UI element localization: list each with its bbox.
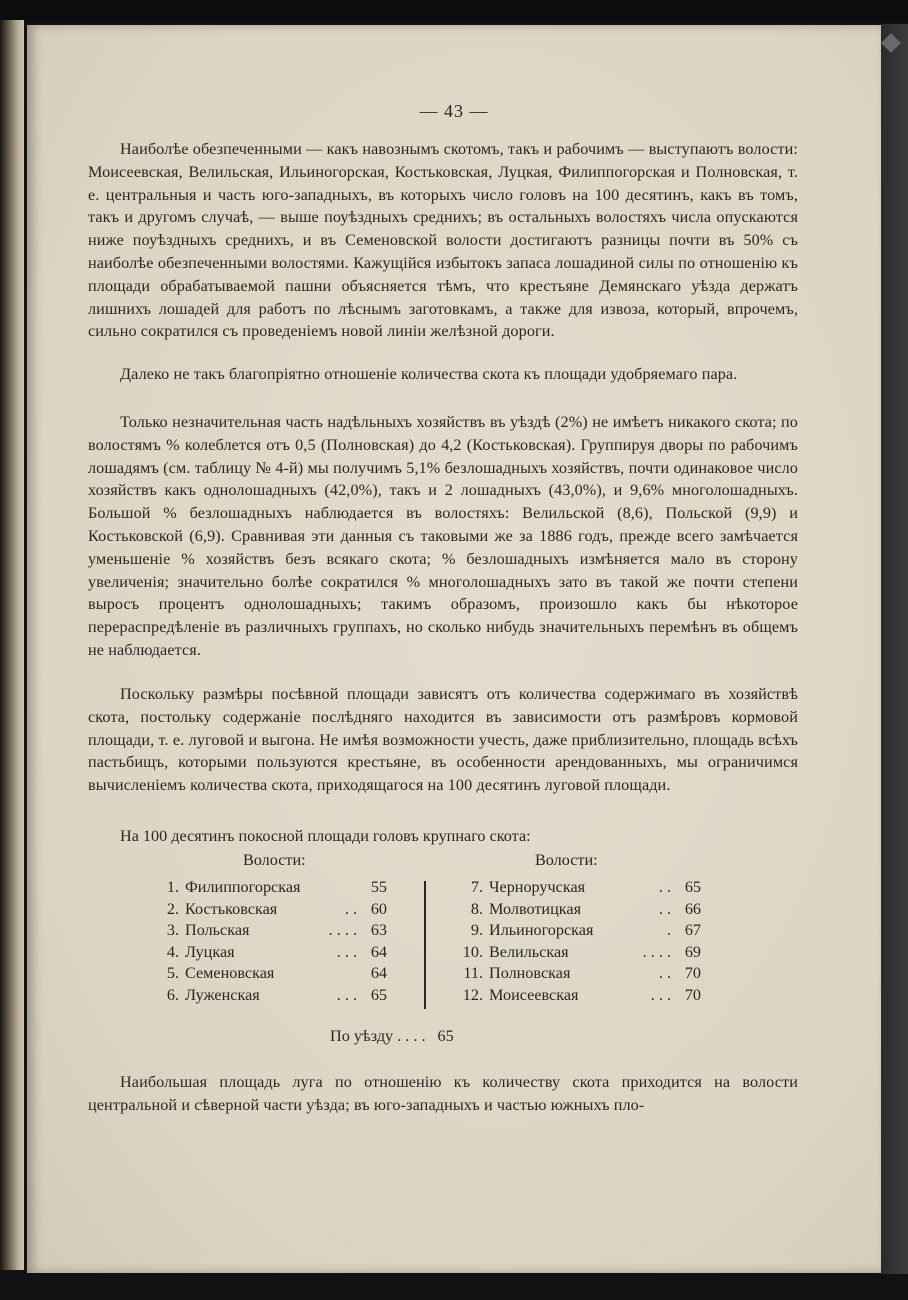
volost-name: Молвотицкая	[489, 899, 582, 918]
row-value: 60	[370, 899, 387, 918]
table-row	[157, 942, 387, 964]
row-value: 67	[684, 921, 701, 940]
table-row	[461, 985, 701, 1007]
row-number: 10.	[462, 942, 483, 961]
row-number: 8.	[470, 899, 483, 918]
row-number: 9.	[470, 921, 483, 940]
table-row	[461, 942, 701, 964]
leader-dots: . .	[658, 964, 671, 983]
page-number: — 43 —	[419, 101, 489, 121]
row-value: 66	[684, 899, 701, 918]
leader-dots: . .	[658, 899, 671, 918]
volost-name: Полновская	[489, 964, 571, 983]
district-total-label: По уѣзду . . . .	[330, 1027, 426, 1045]
volost-name: Луцкая	[185, 942, 235, 961]
scan-border-right	[881, 24, 908, 1274]
table-row	[461, 963, 701, 985]
leader-dots: . . . .	[328, 921, 357, 940]
volost-name: Велильская	[489, 942, 569, 961]
district-total	[330, 1027, 454, 1046]
row-number: 11.	[463, 964, 483, 983]
table-row	[157, 963, 387, 985]
table-intro: На 100 десятинъ покосной площади головъ крупнаго скота:	[120, 827, 531, 845]
table-row	[157, 877, 387, 899]
row-value: 70	[684, 964, 701, 983]
table-row	[157, 920, 387, 942]
table-row	[157, 899, 387, 921]
leader-dots: .	[666, 921, 671, 940]
volost-name: Филиппогорская	[185, 878, 301, 896]
row-value: 65	[684, 878, 701, 896]
row-number: 6.	[166, 985, 179, 1004]
volost-name: Ильиногорская	[489, 921, 594, 940]
row-value: 65	[370, 985, 387, 1004]
column-divider	[424, 881, 426, 1009]
volost-name: Семеновская	[185, 964, 275, 983]
leader-dots: . . .	[650, 985, 671, 1004]
column-header-left: Волости:	[243, 851, 306, 869]
row-number: 12.	[462, 985, 483, 1004]
leader-dots: . . .	[336, 942, 357, 961]
row-value: 69	[684, 942, 701, 961]
paragraph-horseless-households: Только незначительная часть надѣльныхъ хозяйствъ въ уѣздѣ (2%) не имѣетъ никакого скота; по волостямъ % колеблется отъ 0,5 (Полновская) до 4,2 (Костьковская). Группируя дворы по рабочимъ лошадямъ (см. таблицу № 4-й) мы получимъ 5,1% безлошадныхъ хозяйствъ, почти одинаковое число хозяйствъ какъ однолошадныхъ (42,0%), такъ и 2 лошадныхъ (43,0%), и 9,6% многолошадныхъ. Большой % безлошадныхъ наблюдается въ волостяхъ: Велильской (8,6), Польской (9,9) и Костьковской (6,9). Сравнивая эти данныя съ таковыми же за 1886 годъ, прежде всего замѣчается уменьшеніе % хозяйствъ безъ всякаго скота; % безлошадныхъ измѣняется мало въ сторону увеличенія; значительно болѣе сократился % многолошадныхъ зато въ такой же почти степени выросъ процентъ однолошадныхъ; такимъ образомъ, произошло какъ бы нѣкоторое перераспредѣленіе въ различныхъ группахъ, но сколько нибудь значительныхъ перемѣнъ въ общемъ не наблюдается.	[88, 413, 798, 659]
row-number: 7.	[470, 878, 483, 896]
row-value: 64	[370, 942, 387, 961]
facing-page-edge	[0, 20, 24, 1270]
leader-dots: . . .	[336, 985, 357, 1004]
row-number: 3.	[166, 921, 179, 940]
paragraph-livestock-provision: Наиболѣе обезпеченными — какъ навознымъ скотомъ, такъ и рабочимъ — выступаютъ волости: Моисеевская, Велильская, Ильиногорская, Костьковская, Луцкая, Филиппогорская и Полновская, т. е. центральныя и часть юго-западныхъ, въ которыхъ число головъ на 100 десятинъ, какъ въ томъ, такъ и другомъ случаѣ, — выше поуѣздныхъ среднихъ; въ остальныхъ волостяхъ числа опускаются ниже поуѣздныхъ среднихъ, и въ Семеновской волости достигаютъ разницы почти въ 50% съ наиболѣе обезпеченными волостями. Кажущійся избытокъ запаса лошадиной силы по отношенію къ площади обрабатываемой пашни объясняется тѣмъ, что крестьяне Демянскаго уѣзда держатъ лишнихъ лошадей для работъ по лѣснымъ заготовкамъ, а также для извоза, который, впрочемъ, сильно сократился съ проведеніемъ новой линіи желѣзной дороги.	[88, 140, 798, 341]
volost-column-left	[157, 877, 387, 1007]
table-row	[157, 985, 387, 1007]
column-header-right: Волости:	[535, 851, 598, 869]
leader-dots: . . . .	[642, 942, 671, 961]
row-number: 1.	[166, 878, 179, 896]
row-value: 70	[684, 985, 701, 1004]
volost-name: Моисеевская	[489, 985, 579, 1004]
leader-dots: . .	[344, 899, 357, 918]
table-row	[461, 920, 701, 942]
table-row	[461, 877, 701, 899]
volost-column-right	[461, 877, 701, 1007]
volost-name: Костьковская	[185, 899, 278, 918]
volost-name: Польская	[185, 921, 250, 940]
leader-dots: . .	[658, 878, 671, 896]
row-number: 5.	[166, 964, 179, 983]
district-total-value: 65	[437, 1027, 454, 1045]
table-row	[461, 899, 701, 921]
row-value: 63	[370, 921, 387, 940]
paragraph-meadow-area: Наибольшая площадь луга по отношенію къ количеству скота приходится на волости центральной и сѣверной части уѣзда; въ юго-западныхъ и частью южныхъ пло-	[88, 1073, 798, 1114]
scan-border-top	[0, 0, 908, 22]
volost-name: Черноручская	[489, 878, 586, 896]
document-page	[27, 25, 881, 1273]
row-number: 4.	[166, 942, 179, 961]
row-value: 64	[370, 964, 387, 983]
row-value: 55	[370, 878, 387, 896]
paragraph-fallow-ratio: Далеко не такъ благопріятно отношеніе количества скота къ площади удобряемаго пара.	[120, 365, 738, 383]
paragraph-fodder-area: Поскольку размѣры посѣвной площади зависятъ отъ количества содержимаго въ хозяйствѣ скота, постольку содержаніе послѣдняго находится въ зависимости отъ размѣровъ кормовой площади, т. е. луговой и выгона. Не имѣя возможности учесть, даже приблизительно, площадь всѣхъ пастьбищъ, которыми пользуются крестьяне, въ особенности арендованныхъ, мы ограничимся вычисленіемъ количества скота, приходящагося на 100 десятинъ луговой площади.	[88, 685, 798, 795]
row-number: 2.	[166, 899, 179, 918]
volost-name: Луженская	[185, 985, 260, 1004]
